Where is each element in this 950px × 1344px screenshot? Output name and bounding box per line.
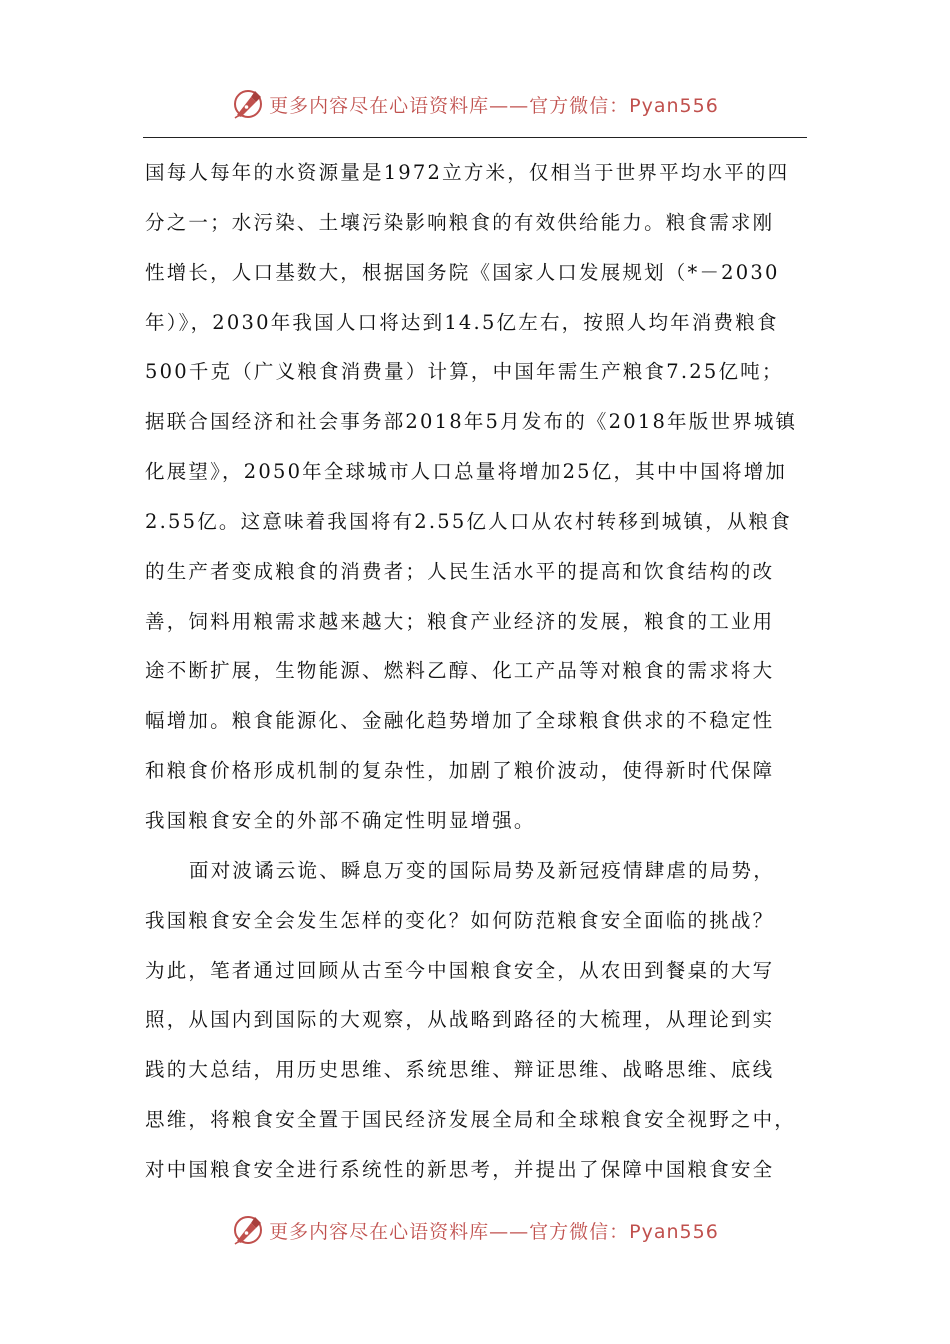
text-line: 国每人每年的水资源量是1972立方米，仅相当于世界平均水平的四 [145,161,790,184]
header-banner-text: 更多内容尽在心语资料库——官方微信：Pyan556 [269,94,719,117]
text-line: 和粮食价格形成机制的复杂性，加剧了粮价波动，使得新时代保障 [145,759,775,783]
text-line: 的生产者变成粮食的消费者；人民生活水平的提高和饮食结构的改 [145,559,775,583]
text-line: 500千克（广义粮食消费量）计算，中国年需生产粮食7.25亿吨； [145,360,784,384]
header-wechat-id: Pyan556 [629,94,719,117]
text-line: 年）》，2030年我国人口将达到14.5亿左右，按照人均年消费粮食 [145,310,779,334]
document-body [145,148,809,1195]
paragraph-start-line: 面对波谲云诡、瞬息万变的国际局势及新冠疫情肆虐的局势， [189,858,775,882]
text-line: 为此，笔者通过回顾从古至今中国粮食安全，从农田到餐桌的大写 [145,958,775,982]
pen-nib-logo-icon [231,1213,265,1247]
text-line: 幅增加。粮食能源化、金融化趋势增加了全球粮食供求的不稳定性 [145,709,775,733]
text-line: 途不断扩展，生物能源、燃料乙醇、化工产品等对粮食的需求将大 [145,659,775,683]
header-divider [143,137,807,138]
text-line: 分之一；水污染、土壤污染影响粮食的有效供给能力。粮食需求刚 [145,210,775,234]
text-line: 性增长，人口基数大，根据国务院《国家人口发展规划（*－2030 [145,260,780,284]
footer-banner [0,1210,950,1250]
pen-nib-logo-icon [231,87,265,121]
header-banner [0,84,950,124]
text-line: 对中国粮食安全进行系统性的新思考，并提出了保障中国粮食安全 [145,1157,775,1181]
text-line: 践的大总结，用历史思维、系统思维、辩证思维、战略思维、底线 [145,1058,775,1082]
text-line: 据联合国经济和社会事务部2018年5月发布的《2018年版世界城镇 [145,410,798,434]
text-line: 思维，将粮食安全置于国民经济发展全局和全球粮食安全视野之中， [145,1108,797,1132]
text-line: 化展望》，2050年全球城市人口总量将增加25亿，其中中国将增加 [145,460,788,484]
text-line: 善，饲料用粮需求越来越大；粮食产业经济的发展，粮食的工业用 [145,609,775,633]
footer-banner-text: 更多内容尽在心语资料库——官方微信：Pyan556 [269,1220,719,1243]
text-line: 我国粮食安全的外部不确定性明显增强。 [145,808,536,832]
text-line: 2.55亿。这意味着我国将有2.55亿人口从农村转移到城镇，从粮食 [145,509,792,533]
text-line: 照，从国内到国际的大观察，从战略到路径的大梳理，从理论到实 [145,1008,775,1032]
footer-wechat-id: Pyan556 [629,1220,719,1243]
text-line: 我国粮食安全会发生怎样的变化？如何防范粮食安全面临的挑战？ [145,908,775,932]
